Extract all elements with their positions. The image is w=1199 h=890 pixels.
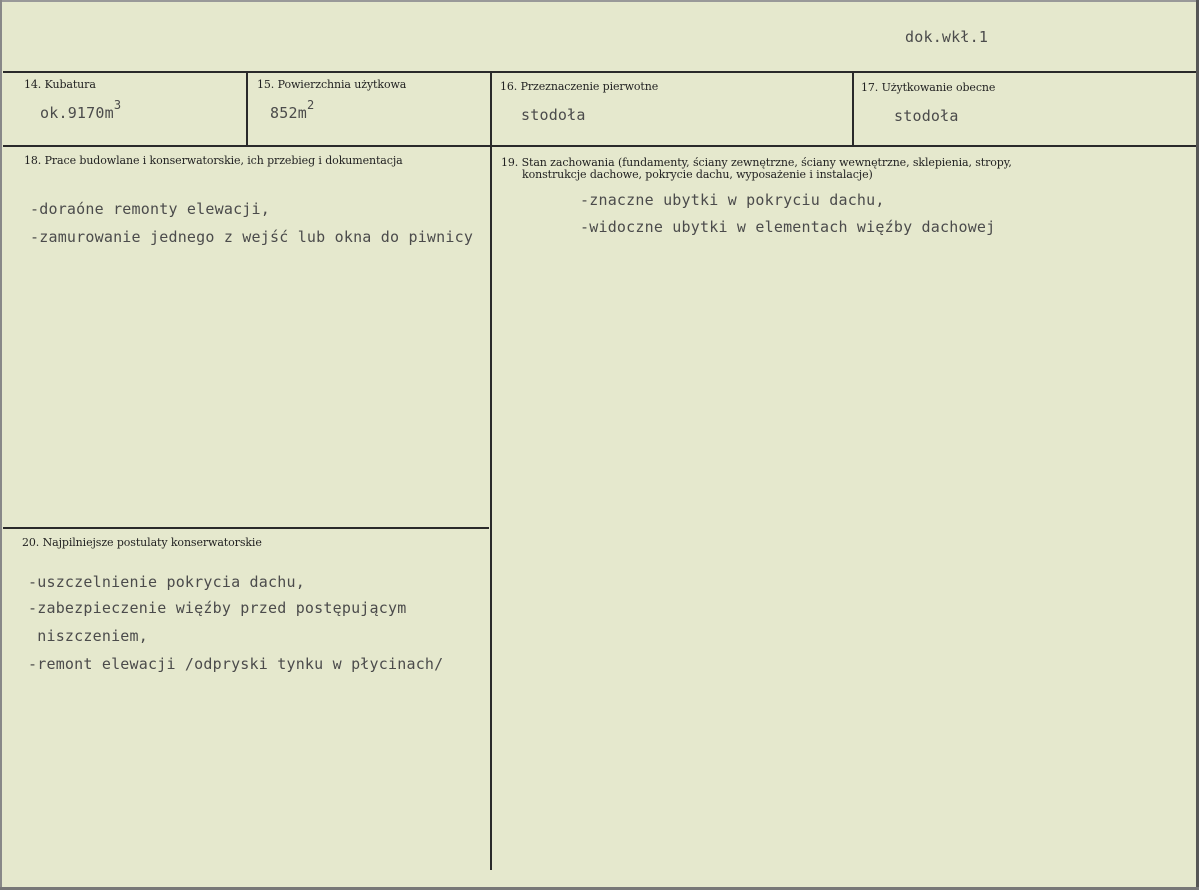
field-19-label-cont: konstrukcje dachowe, pokrycie dachu, wyposażenie i instalacje) xyxy=(522,168,873,181)
field-18-line: -zamurowanie jednego z wejść lub okna do piwnicy xyxy=(30,228,474,246)
field-16-value: stodoła xyxy=(521,106,586,124)
divider-14-15 xyxy=(246,72,248,146)
field-14-label: 14. Kubatura xyxy=(24,78,96,91)
rule-top xyxy=(3,71,1196,73)
field-18-label: 18. Prace budowlane i konserwatorskie, ich przebieg i dokumentacja xyxy=(24,154,403,167)
field-19-line: -znaczne ubytki w pokryciu dachu, xyxy=(580,191,885,209)
card-edge-left xyxy=(0,0,2,890)
rule-row1-bottom xyxy=(3,145,1196,147)
field-19-label: 19. Stan zachowania (fundamenty, ściany zewnętrzne, ściany wewnętrzne, sklepienia, stropy, xyxy=(501,156,1012,169)
field-20-line: niszczeniem, xyxy=(28,627,148,645)
field-17-label: 17. Użytkowanie obecne xyxy=(861,81,996,94)
field-16-label: 16. Przeznaczenie pierwotne xyxy=(500,80,659,93)
field-20-line: -remont elewacji /odpryski tynku w płycinach/ xyxy=(28,655,444,673)
field-18-line: -doraóne remonty elewacji, xyxy=(30,200,270,218)
field-14-value: $ok.9170m^3$ xyxy=(40,98,122,122)
field-19-line: -widoczne ubytki w elementach więźby dachowej xyxy=(580,218,996,236)
rule-18-20 xyxy=(3,527,489,529)
field-15-label: 15. Powierzchnia użytkowa xyxy=(257,78,407,91)
field-20-line: -zabezpieczenie więźby przed postępującym xyxy=(28,599,407,617)
field-17-value: stodoła xyxy=(894,107,959,125)
field-15-value: $852m^2$ xyxy=(270,98,315,122)
document-reference: dok.wkł.1 xyxy=(905,28,989,46)
card-edge-top xyxy=(0,0,1199,2)
divider-main xyxy=(490,72,492,870)
field-20-line: -uszczelnienie pokrycia dachu, xyxy=(28,573,305,591)
divider-16-17 xyxy=(852,72,854,146)
field-20-label: 20. Najpilniejsze postulaty konserwatorskie xyxy=(22,536,262,549)
